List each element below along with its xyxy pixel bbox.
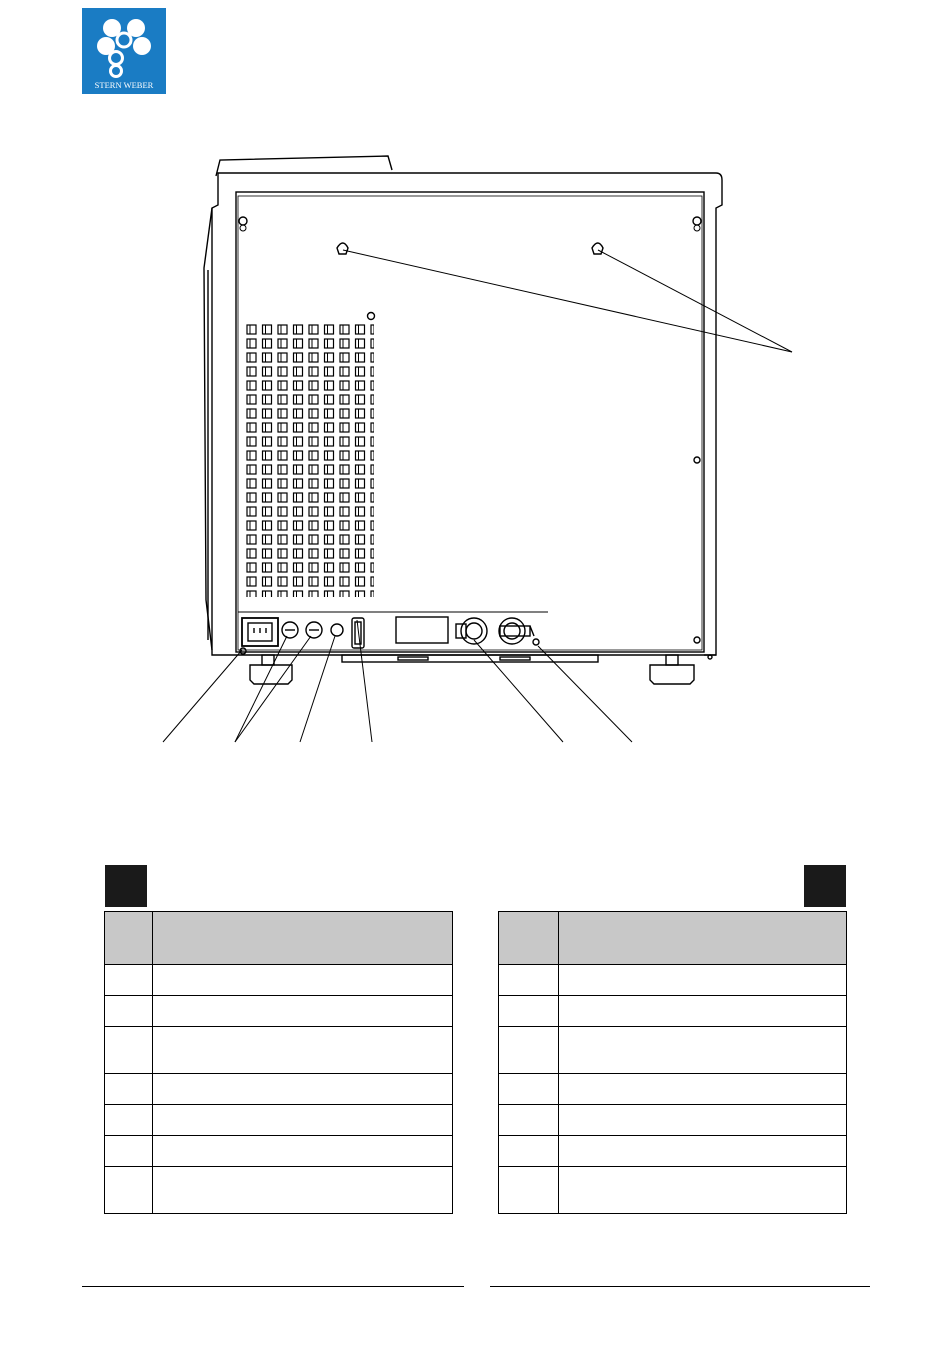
- table-header-row: [499, 912, 847, 965]
- table-row: [105, 1136, 453, 1167]
- table-row: [499, 1167, 847, 1214]
- table-row: [499, 1136, 847, 1167]
- table-row: [105, 1074, 453, 1105]
- footer-rule-left: [82, 1286, 464, 1287]
- brand-logo: [82, 8, 166, 94]
- table-row: [105, 1105, 453, 1136]
- table-row: [499, 1027, 847, 1074]
- table-row: [499, 965, 847, 996]
- legend-table-left: [104, 911, 453, 1214]
- table-row: [105, 965, 453, 996]
- table-header-row: [105, 912, 453, 965]
- table-row: [499, 1105, 847, 1136]
- table-row: [105, 1027, 453, 1074]
- footer-rule-right: [490, 1286, 870, 1287]
- table-row: [499, 1074, 847, 1105]
- legend-table-right: [498, 911, 847, 1214]
- table-row: [105, 1167, 453, 1214]
- logo-wordmark: STERN WEBER: [94, 80, 154, 90]
- rear-panel-drawing: [0, 150, 950, 750]
- section-marker-left: [105, 865, 147, 907]
- table-row: [105, 996, 453, 1027]
- logo-flower-icon: [82, 8, 166, 78]
- table-row: [499, 996, 847, 1027]
- section-marker-right: [804, 865, 846, 907]
